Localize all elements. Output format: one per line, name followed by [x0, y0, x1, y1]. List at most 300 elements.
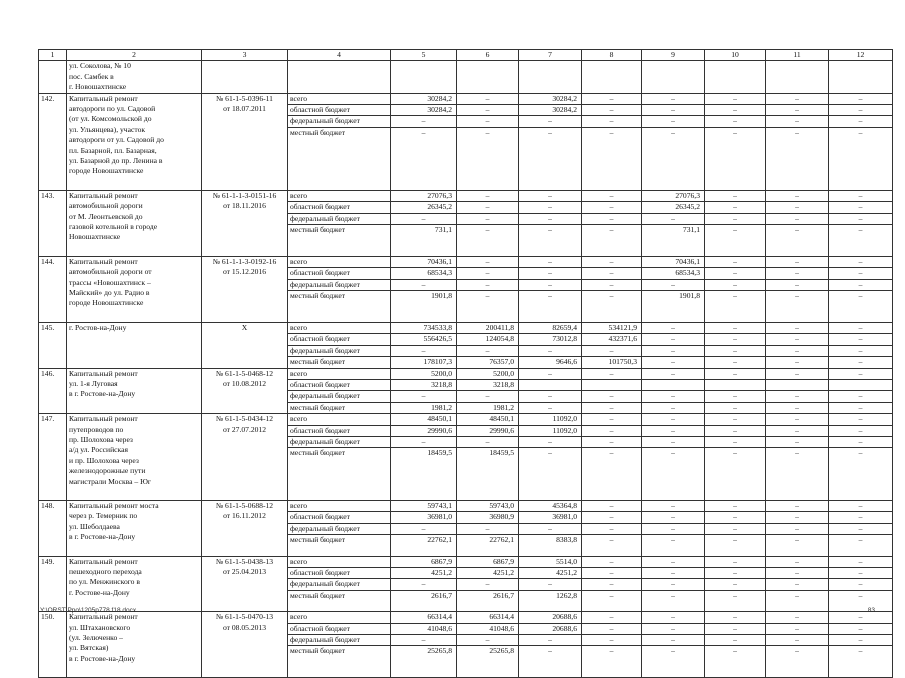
- empty-cell: [519, 61, 582, 93]
- column-number: 9: [642, 50, 705, 61]
- amount-cell: –: [829, 425, 893, 436]
- amount-cell: 22762,1: [457, 535, 519, 556]
- amount-cell: –: [582, 448, 642, 501]
- amount-cell: –: [829, 391, 893, 402]
- amount-cell: –: [582, 190, 642, 201]
- amount-cell: –: [519, 402, 582, 413]
- amount-cell: –: [519, 523, 582, 534]
- expertise-doc-line: от 18.11.2016: [223, 201, 266, 211]
- amount-cell: 124054,8: [457, 334, 519, 345]
- expertise-doc-line: № 61-1-1-3-0192-16: [212, 256, 277, 266]
- amount-cell: –: [519, 646, 582, 678]
- amount-cell: –: [642, 213, 705, 224]
- amount-cell: 70436,1: [391, 256, 457, 267]
- amount-cell: 6867,9: [391, 556, 457, 567]
- amount-cell: –: [582, 414, 642, 425]
- budget-source-label: областной бюджет: [288, 567, 391, 578]
- amount-cell: 4251,2: [391, 567, 457, 578]
- amount-cell: –: [829, 567, 893, 578]
- amount-cell: 6867,9: [457, 556, 519, 567]
- expertise-doc-cell: [202, 322, 288, 368]
- object-name-line: городе Новошахтинске: [69, 166, 144, 176]
- amount-cell: –: [766, 322, 829, 333]
- budget-source-label: федеральный бюджет: [288, 116, 391, 127]
- amount-cell: –: [705, 436, 766, 447]
- column-number: 5: [391, 50, 457, 61]
- object-name-line: в г. Ростове-на-Дону: [69, 653, 136, 663]
- expertise-doc-cell: [202, 190, 288, 256]
- amount-cell: –: [766, 391, 829, 402]
- amount-cell: 1262,8: [519, 590, 582, 611]
- budget-source-label: областной бюджет: [288, 425, 391, 436]
- expertise-doc-line: X: [241, 322, 248, 332]
- amount-cell: –: [705, 523, 766, 534]
- column-number: 7: [519, 50, 582, 61]
- amount-cell: –: [582, 291, 642, 323]
- object-name-line: пр. Шолохова через: [69, 434, 133, 444]
- amount-cell: –: [642, 345, 705, 356]
- amount-cell: –: [829, 127, 893, 190]
- amount-cell: 36980,9: [457, 512, 519, 523]
- amount-cell: –: [582, 535, 642, 556]
- amount-cell: –: [582, 368, 642, 379]
- budget-source-label: областной бюджет: [288, 334, 391, 345]
- amount-cell: 5514,0: [519, 556, 582, 567]
- footer-page-number: 83: [867, 607, 875, 614]
- object-name-line: (ул. Зелюченко –: [69, 632, 123, 642]
- amount-cell: –: [642, 579, 705, 590]
- amount-cell: –: [582, 623, 642, 634]
- amount-cell: 3218,8: [391, 379, 457, 390]
- amount-cell: –: [766, 646, 829, 678]
- amount-cell: 11092,0: [519, 425, 582, 436]
- column-number: 6: [457, 50, 519, 61]
- amount-cell: –: [642, 105, 705, 116]
- object-name-cell: [67, 256, 202, 322]
- amount-cell: –: [519, 202, 582, 213]
- amount-cell: –: [391, 523, 457, 534]
- amount-cell: –: [519, 634, 582, 645]
- amount-cell: –: [766, 634, 829, 645]
- amount-cell: –: [705, 646, 766, 678]
- amount-cell: [519, 379, 582, 390]
- object-name-line: железнодорожные пути: [69, 466, 146, 476]
- amount-cell: –: [642, 512, 705, 523]
- expertise-doc-line: от 08.05.2013: [222, 622, 267, 632]
- amount-cell: –: [829, 291, 893, 323]
- amount-cell: –: [766, 225, 829, 257]
- amount-cell: –: [582, 391, 642, 402]
- amount-cell: –: [457, 634, 519, 645]
- budget-source-label: областной бюджет: [288, 623, 391, 634]
- table-row: [39, 190, 893, 201]
- amount-cell: 70436,1: [642, 256, 705, 267]
- amount-cell: 36981,0: [391, 512, 457, 523]
- amount-cell: –: [766, 590, 829, 611]
- amount-cell: –: [582, 279, 642, 290]
- amount-cell: –: [829, 213, 893, 224]
- amount-cell: –: [582, 402, 642, 413]
- column-number: 4: [288, 50, 391, 61]
- amount-cell: 731,1: [642, 225, 705, 257]
- amount-cell: 27076,3: [391, 190, 457, 201]
- amount-cell: [582, 379, 642, 390]
- expertise-doc-line: от 25.04.2013: [222, 566, 267, 576]
- budget-source-label: всего: [288, 556, 391, 567]
- amount-cell: –: [829, 105, 893, 116]
- amount-cell: –: [642, 334, 705, 345]
- object-name-cell: [67, 190, 202, 256]
- amount-cell: 734533,8: [391, 322, 457, 333]
- amount-cell: –: [582, 105, 642, 116]
- amount-cell: –: [391, 127, 457, 190]
- amount-cell: –: [642, 612, 705, 623]
- object-name-line: Новошахтинске: [69, 232, 121, 242]
- amount-cell: –: [705, 322, 766, 333]
- object-name-line: путепроводов по: [69, 424, 124, 434]
- amount-cell: –: [829, 623, 893, 634]
- amount-cell: –: [766, 512, 829, 523]
- amount-cell: 30284,2: [519, 93, 582, 104]
- empty-cell: [829, 61, 893, 93]
- object-name-line: Капитальный ремонт: [69, 256, 138, 266]
- amount-cell: –: [829, 93, 893, 104]
- row-number-cell: 145.: [39, 322, 67, 368]
- footer-file-path: Y:\ORST\Ppo\1205p778.f18.docx: [40, 607, 137, 614]
- amount-cell: –: [642, 357, 705, 368]
- object-name-cell: [67, 322, 202, 368]
- amount-cell: –: [829, 202, 893, 213]
- budget-source-label: федеральный бюджет: [288, 634, 391, 645]
- amount-cell: –: [582, 345, 642, 356]
- expertise-doc-line: № 61-1-5-0688-12: [215, 500, 274, 510]
- expertise-doc-line: № 61-1-5-0468-12: [215, 368, 274, 378]
- empty-cell: [391, 61, 457, 93]
- table-row: [39, 500, 893, 511]
- budget-source-label: местный бюджет: [288, 590, 391, 611]
- amount-cell: –: [642, 322, 705, 333]
- object-name-cell: [67, 500, 202, 556]
- table-row: [39, 368, 893, 379]
- object-name-line: автомобильной дороги от: [69, 267, 152, 277]
- amount-cell: –: [705, 391, 766, 402]
- amount-cell: –: [519, 127, 582, 190]
- amount-cell: –: [642, 279, 705, 290]
- amount-cell: –: [457, 579, 519, 590]
- expertise-doc-cell: [202, 414, 288, 501]
- amount-cell: –: [705, 512, 766, 523]
- amount-cell: –: [766, 535, 829, 556]
- amount-cell: 2616,7: [391, 590, 457, 611]
- amount-cell: –: [705, 414, 766, 425]
- amount-cell: –: [705, 402, 766, 413]
- empty-cell: [582, 61, 642, 93]
- amount-cell: –: [582, 556, 642, 567]
- expertise-doc-line: от 27.07.2012: [222, 424, 267, 434]
- amount-cell: 82659,4: [519, 322, 582, 333]
- budget-table: [38, 49, 893, 678]
- row-number-cell: 148.: [39, 500, 67, 556]
- amount-cell: –: [829, 556, 893, 567]
- amount-cell: –: [457, 291, 519, 323]
- amount-cell: –: [582, 567, 642, 578]
- empty-cell: [288, 61, 391, 93]
- object-name-line: а/д ул. Российская: [69, 445, 128, 455]
- amount-cell: 20688,6: [519, 612, 582, 623]
- budget-source-label: всего: [288, 93, 391, 104]
- amount-cell: –: [642, 116, 705, 127]
- amount-cell: 8383,8: [519, 535, 582, 556]
- amount-cell: –: [766, 105, 829, 116]
- amount-cell: 9646,6: [519, 357, 582, 368]
- amount-cell: –: [829, 500, 893, 511]
- amount-cell: –: [705, 590, 766, 611]
- amount-cell: –: [582, 634, 642, 645]
- amount-cell: –: [519, 291, 582, 323]
- amount-cell: –: [829, 256, 893, 267]
- amount-cell: –: [582, 202, 642, 213]
- amount-cell: –: [457, 202, 519, 213]
- amount-cell: –: [766, 425, 829, 436]
- object-name-cell: [67, 93, 202, 190]
- object-name-line: Майский» до ул. Радио в: [69, 288, 150, 298]
- amount-cell: –: [829, 268, 893, 279]
- amount-cell: –: [829, 579, 893, 590]
- object-name-line: ул. Шеболдаева: [69, 521, 120, 531]
- amount-cell: 432371,6: [582, 334, 642, 345]
- amount-cell: –: [391, 116, 457, 127]
- expertise-doc-line: № 61-1-5-0470-13: [215, 612, 274, 622]
- budget-source-label: местный бюджет: [288, 291, 391, 323]
- budget-source-label: местный бюджет: [288, 225, 391, 257]
- amount-cell: 66314,4: [457, 612, 519, 623]
- amount-cell: –: [766, 414, 829, 425]
- amount-cell: –: [519, 279, 582, 290]
- amount-cell: –: [766, 612, 829, 623]
- object-name-line: автодороги по ул. Садовой: [69, 104, 156, 114]
- continuation-name-cell: [67, 61, 202, 93]
- object-name-line: магистрали Москва – Юг: [69, 476, 152, 486]
- amount-cell: –: [582, 590, 642, 611]
- amount-cell: [642, 379, 705, 390]
- amount-cell: –: [391, 279, 457, 290]
- amount-cell: 22762,1: [391, 535, 457, 556]
- amount-cell: –: [582, 612, 642, 623]
- row-number-cell: 149.: [39, 556, 67, 612]
- amount-cell: –: [829, 590, 893, 611]
- amount-cell: –: [766, 556, 829, 567]
- amount-cell: 18459,5: [391, 448, 457, 501]
- amount-cell: –: [766, 190, 829, 201]
- amount-cell: –: [705, 225, 766, 257]
- amount-cell: 101750,3: [582, 357, 642, 368]
- amount-cell: 29990,6: [391, 425, 457, 436]
- amount-cell: –: [705, 535, 766, 556]
- column-number: 12: [829, 50, 893, 61]
- amount-cell: –: [457, 225, 519, 257]
- object-name-line: Капитальный ремонт моста: [69, 500, 159, 510]
- amount-cell: –: [391, 579, 457, 590]
- amount-cell: –: [582, 500, 642, 511]
- amount-cell: 48450,1: [457, 414, 519, 425]
- amount-cell: 200411,8: [457, 322, 519, 333]
- column-number: 8: [582, 50, 642, 61]
- amount-cell: –: [705, 425, 766, 436]
- amount-cell: –: [519, 391, 582, 402]
- amount-cell: 2616,7: [457, 590, 519, 611]
- budget-source-label: федеральный бюджет: [288, 523, 391, 534]
- amount-cell: –: [705, 256, 766, 267]
- budget-source-label: областной бюджет: [288, 379, 391, 390]
- amount-cell: –: [766, 279, 829, 290]
- amount-cell: –: [582, 425, 642, 436]
- amount-cell: 68534,3: [391, 268, 457, 279]
- budget-source-label: местный бюджет: [288, 535, 391, 556]
- amount-cell: –: [519, 368, 582, 379]
- amount-cell: 1981,2: [391, 402, 457, 413]
- object-name-line: ул. Ульянцева), участок: [69, 124, 146, 134]
- amount-cell: –: [519, 213, 582, 224]
- continuation-num-cell: [39, 61, 67, 93]
- object-name-line: ул. 1-я Луговая: [69, 378, 118, 388]
- amount-cell: –: [705, 190, 766, 201]
- amount-cell: –: [766, 448, 829, 501]
- budget-source-label: всего: [288, 612, 391, 623]
- amount-cell: –: [766, 291, 829, 323]
- object-name-line: автодороги от ул. Садовой до: [69, 135, 164, 145]
- column-number: 11: [766, 50, 829, 61]
- amount-cell: –: [766, 357, 829, 368]
- amount-cell: –: [582, 116, 642, 127]
- amount-cell: –: [642, 590, 705, 611]
- amount-cell: –: [519, 190, 582, 201]
- amount-cell: –: [705, 279, 766, 290]
- object-name-line: ул. Базарной до пр. Ленина в: [69, 156, 163, 166]
- object-name-line: пл. Базарной, пл. Базарная,: [69, 145, 157, 155]
- object-name-line: через р. Темерник по: [69, 511, 138, 521]
- amount-cell: –: [642, 368, 705, 379]
- row-number-cell: 146.: [39, 368, 67, 414]
- object-name-line: и пр. Шолохова через: [69, 455, 139, 465]
- amount-cell: 5200,0: [457, 368, 519, 379]
- amount-cell: [705, 379, 766, 390]
- amount-cell: –: [705, 612, 766, 623]
- amount-cell: [766, 379, 829, 390]
- amount-cell: –: [642, 93, 705, 104]
- amount-cell: –: [391, 634, 457, 645]
- amount-cell: –: [642, 402, 705, 413]
- amount-cell: 534121,9: [582, 322, 642, 333]
- object-name-line: в г. Ростове-на-Дону: [69, 532, 136, 542]
- continuation-line: г. Новошахтинске: [69, 82, 127, 92]
- amount-cell: –: [766, 402, 829, 413]
- amount-cell: –: [457, 345, 519, 356]
- amount-cell: –: [642, 391, 705, 402]
- amount-cell: –: [766, 500, 829, 511]
- amount-cell: –: [766, 334, 829, 345]
- amount-cell: –: [829, 436, 893, 447]
- amount-cell: –: [829, 512, 893, 523]
- budget-source-label: всего: [288, 190, 391, 201]
- expertise-doc-line: № 61-1-5-0396-11: [216, 93, 273, 103]
- amount-cell: –: [766, 345, 829, 356]
- amount-cell: –: [705, 116, 766, 127]
- expertise-doc-line: от 18.07.2011: [223, 104, 266, 114]
- amount-cell: –: [582, 213, 642, 224]
- amount-cell: –: [582, 225, 642, 257]
- expertise-doc-line: № 61-1-1-3-0151-16: [212, 190, 277, 200]
- amount-cell: 25265,8: [391, 646, 457, 678]
- amount-cell: –: [519, 225, 582, 257]
- amount-cell: –: [457, 213, 519, 224]
- budget-source-label: федеральный бюджет: [288, 279, 391, 290]
- amount-cell: –: [582, 436, 642, 447]
- amount-cell: –: [829, 646, 893, 678]
- amount-cell: 25265,8: [457, 646, 519, 678]
- empty-cell: [642, 61, 705, 93]
- budget-source-label: федеральный бюджет: [288, 345, 391, 356]
- amount-cell: –: [705, 334, 766, 345]
- amount-cell: –: [705, 357, 766, 368]
- amount-cell: –: [705, 93, 766, 104]
- object-name-line: Капитальный ремонт: [69, 368, 138, 378]
- budget-source-label: местный бюджет: [288, 402, 391, 413]
- amount-cell: –: [457, 279, 519, 290]
- amount-cell: 41048,6: [391, 623, 457, 634]
- amount-cell: –: [642, 500, 705, 511]
- amount-cell: –: [457, 523, 519, 534]
- amount-cell: –: [457, 256, 519, 267]
- row-number-cell: 143.: [39, 190, 67, 256]
- budget-source-label: федеральный бюджет: [288, 436, 391, 447]
- amount-cell: –: [766, 268, 829, 279]
- amount-cell: 26345,2: [391, 202, 457, 213]
- object-name-line: г. Ростове-на-Дону: [69, 587, 130, 597]
- object-name-line: Капитальный ремонт: [69, 93, 138, 103]
- amount-cell: 1901,8: [391, 291, 457, 323]
- empty-cell: [705, 61, 766, 93]
- object-name-line: Капитальный ремонт: [69, 556, 138, 566]
- amount-cell: 68534,3: [642, 268, 705, 279]
- amount-cell: 30284,2: [519, 105, 582, 116]
- amount-cell: –: [519, 345, 582, 356]
- amount-cell: –: [705, 634, 766, 645]
- amount-cell: –: [582, 512, 642, 523]
- object-name-line: по ул. Менжинского в: [69, 577, 140, 587]
- amount-cell: 178107,3: [391, 357, 457, 368]
- budget-source-label: всего: [288, 414, 391, 425]
- amount-cell: –: [705, 202, 766, 213]
- amount-cell: –: [642, 535, 705, 556]
- amount-cell: –: [829, 402, 893, 413]
- column-number: 2: [67, 50, 202, 61]
- amount-cell: 30284,2: [391, 105, 457, 116]
- amount-cell: –: [519, 268, 582, 279]
- budget-source-label: местный бюджет: [288, 357, 391, 368]
- amount-cell: –: [829, 190, 893, 201]
- table-row: [39, 93, 893, 104]
- amount-cell: –: [829, 334, 893, 345]
- row-number-cell: 142.: [39, 93, 67, 190]
- amount-cell: –: [582, 127, 642, 190]
- amount-cell: –: [457, 268, 519, 279]
- amount-cell: –: [766, 127, 829, 190]
- table-row: [39, 322, 893, 333]
- amount-cell: –: [829, 414, 893, 425]
- amount-cell: –: [582, 93, 642, 104]
- amount-cell: –: [829, 368, 893, 379]
- amount-cell: 18459,5: [457, 448, 519, 501]
